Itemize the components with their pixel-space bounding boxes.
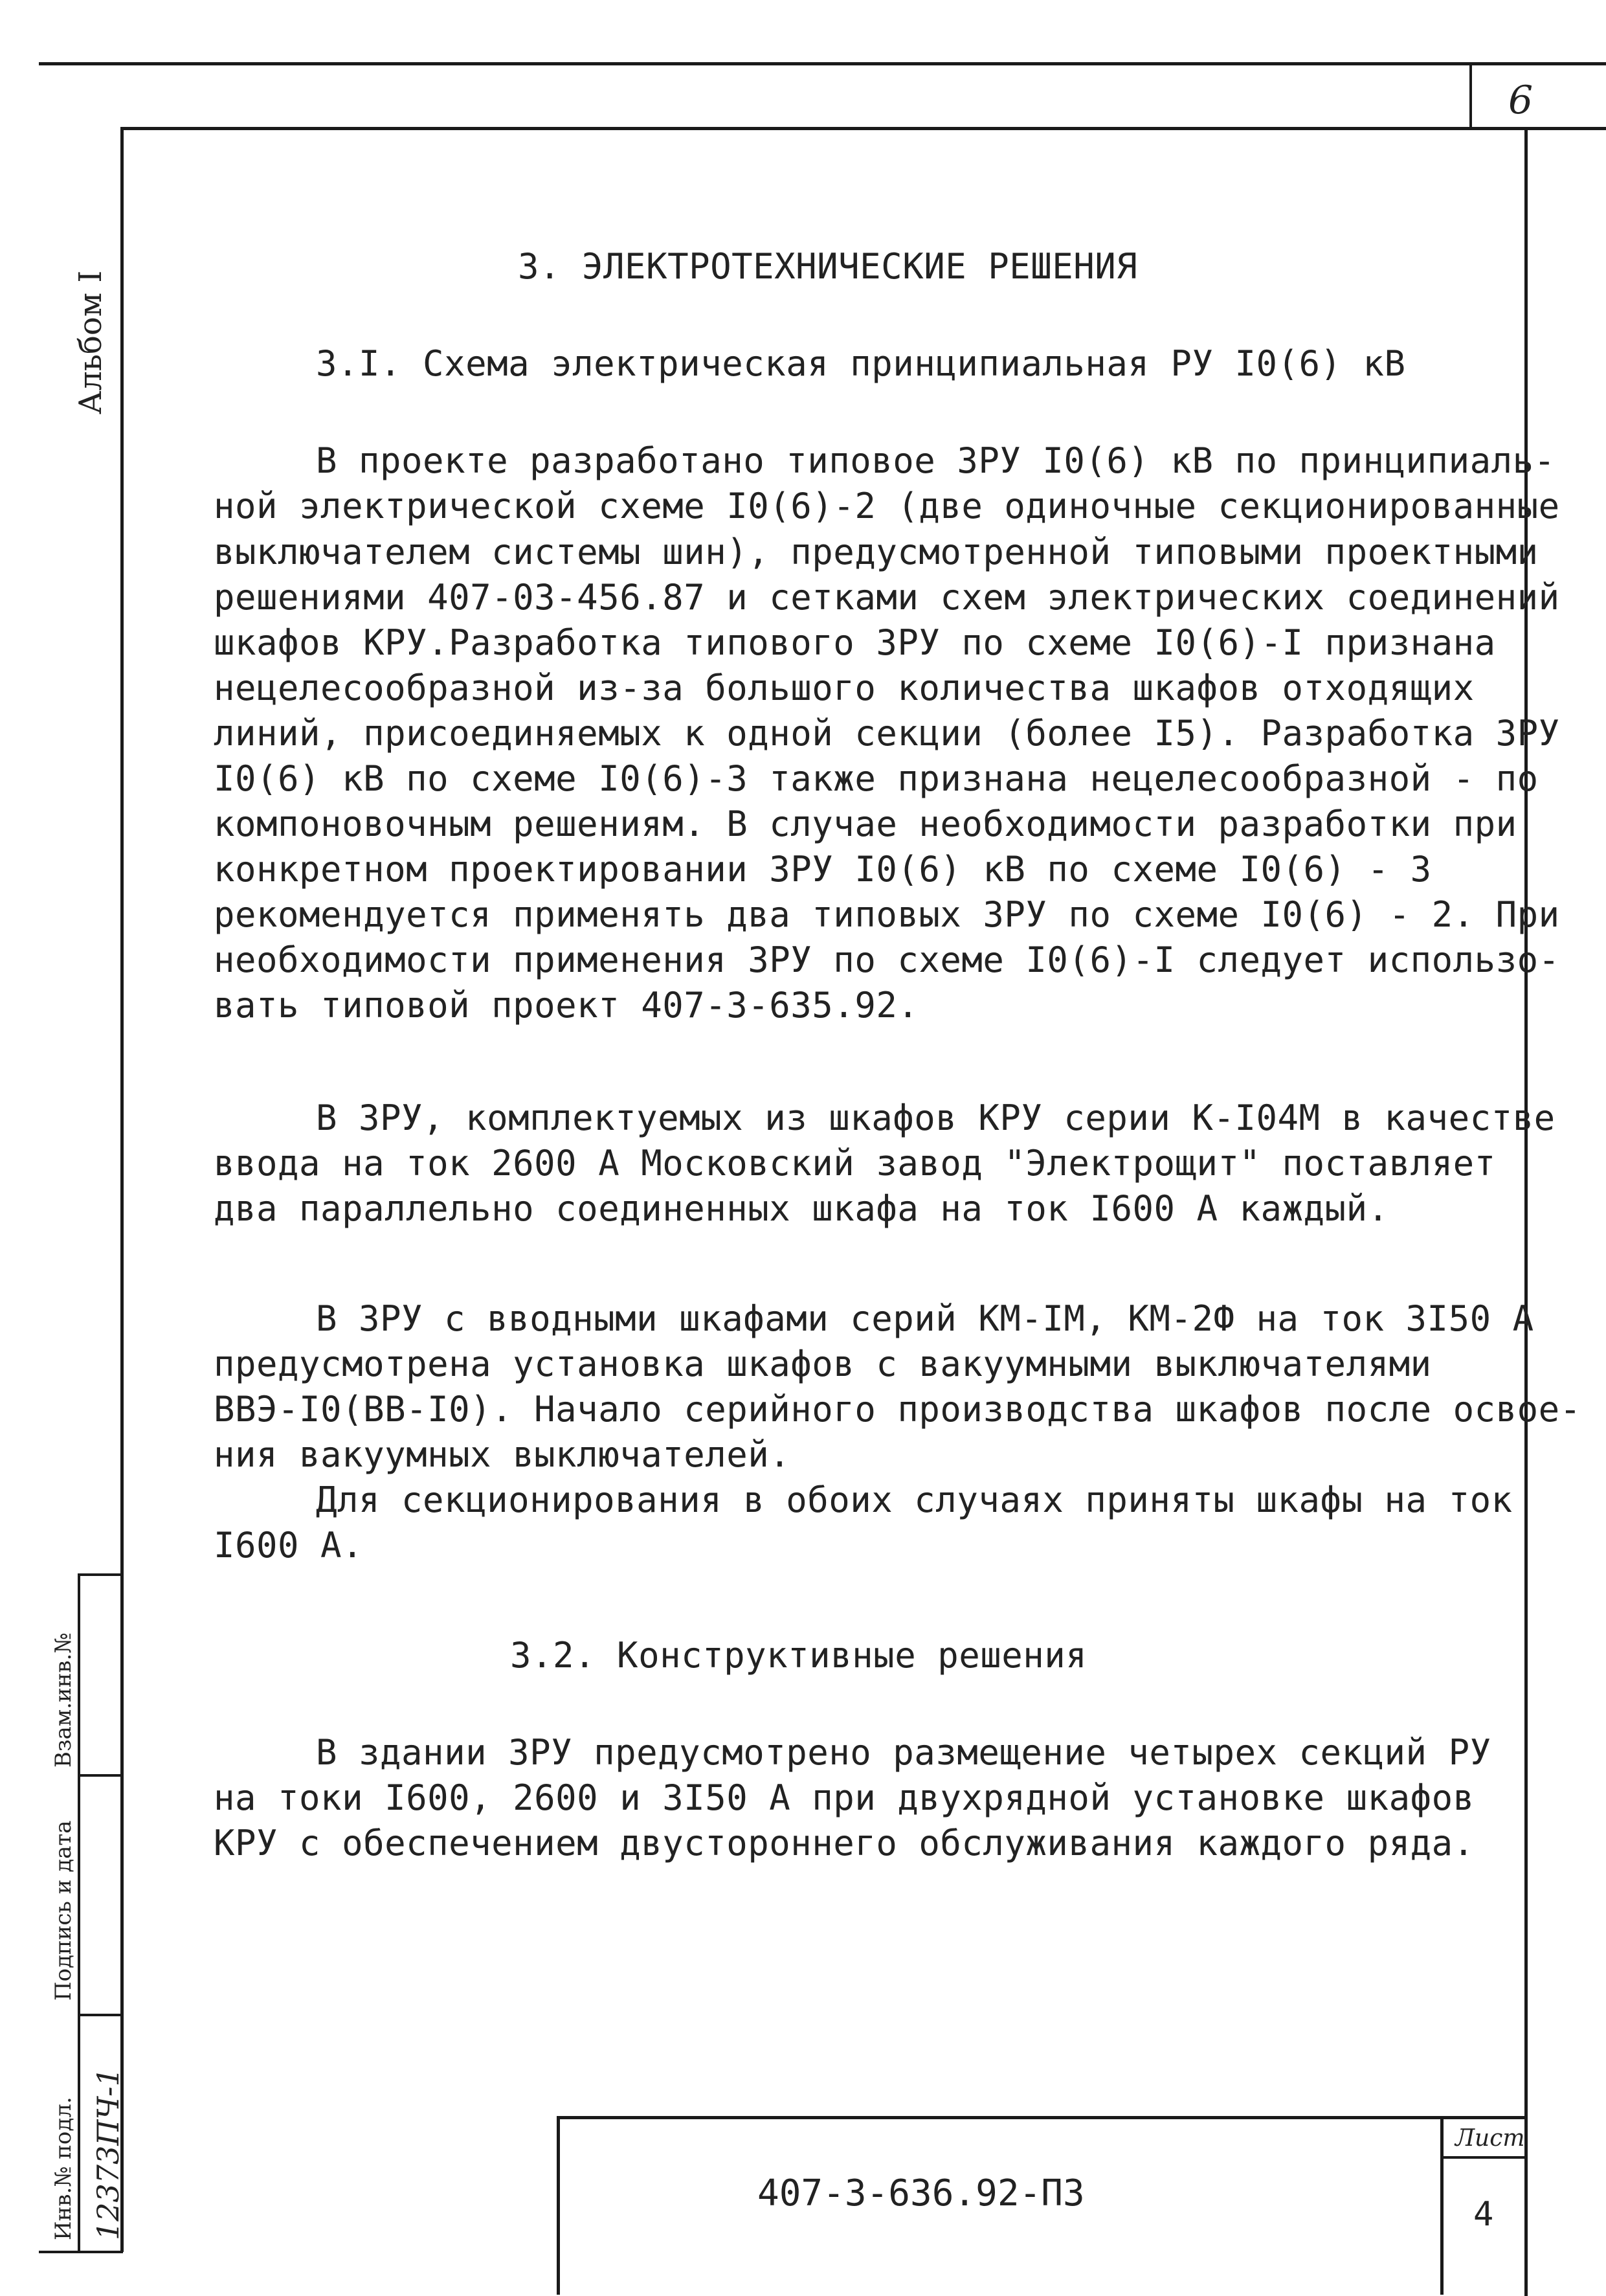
top-rule	[39, 62, 1606, 65]
paragraph-line: шкафов КРУ.Разработка типового ЗРУ по схеме I0(6)-I признана	[214, 622, 1496, 663]
stamp-top	[78, 1573, 123, 1576]
paragraph-line: I0(6) кВ по схеме I0(6)-3 также признана нецелесообразной - по	[214, 758, 1539, 799]
title-block-left	[557, 2116, 560, 2295]
paragraph-line: ВВЭ-I0(ВВ-I0). Начало серийного производства шкафов после освое-	[214, 1389, 1581, 1430]
paragraph-line: ния вакуумных выключателей.	[214, 1434, 791, 1475]
stamp-label-signature: Подпись и дата	[50, 1820, 76, 2001]
paragraph-line: нецелесообразной из-за большого количества шкафов отходящих	[214, 668, 1475, 708]
paragraph-line: выключателем системы шин), предусмотренной типовыми проектными	[214, 532, 1539, 572]
sheet-label: Лист	[1455, 2125, 1525, 2152]
corner-box-left	[1469, 62, 1472, 129]
paragraph-line: конкретном проектировании ЗРУ I0(6) кВ по схеме I0(6) - 3	[214, 849, 1432, 890]
title-block-sheet-divider	[1440, 2116, 1444, 2295]
frame-top	[120, 127, 1606, 130]
corner-sheet-number: 6	[1508, 78, 1534, 123]
section-heading: 3. ЭЛЕКТРОТЕХНИЧЕСКИЕ РЕШЕНИЯ	[518, 246, 1138, 287]
subsection-heading-3-2: 3.2. Конструктивные решения	[510, 1635, 1087, 1676]
paragraph-line: В проекте разработано типовое ЗРУ I0(6) кВ по принципиаль-	[316, 440, 1556, 481]
album-label: Альбом I	[72, 270, 109, 414]
paragraph-line: вать типовой проект 407-3-635.92.	[214, 985, 919, 1026]
title-block-top	[557, 2116, 1528, 2119]
paragraph-line: решениями 407-03-456.87 и сетками схем электрических соединений	[214, 577, 1560, 618]
stamp-label-replacement: Взам.инв.№	[50, 1632, 76, 1768]
subsection-heading-3-1: 3.I. Схема электрическая принципиальная РУ I0(6) кВ	[316, 343, 1406, 384]
paragraph-line: на токи I600, 2600 и 3I50 А при двухрядной установке шкафов	[214, 1777, 1475, 1818]
paragraph-line: предусмотрена установка шкафов с вакуумными выключателями	[214, 1344, 1432, 1384]
paragraph-line: рекомендуется применять два типовых ЗРУ по схеме I0(6) - 2. При	[214, 894, 1560, 935]
paragraph-line: I600 А.	[214, 1525, 364, 1566]
stamp-label-inventory: Инв.№ подл.	[50, 2097, 76, 2240]
paragraph-line: компоновочным решениям. В случае необходимости разработки при	[214, 804, 1517, 844]
paragraph-line: необходимости применения ЗРУ по схеме I0(6)-I следует использо-	[214, 940, 1560, 980]
paragraph-line: линий, присоединяемых к одной секции (более I5). Разработка ЗРУ	[214, 713, 1560, 754]
inventory-number-handwritten: 12373ПЧ-1	[91, 2067, 126, 2240]
paragraph-line: КРУ с обеспечением двустороннего обслуживания каждого ряда.	[214, 1823, 1475, 1863]
document-code: 407-3-636.92-ПЗ	[757, 2172, 1085, 2214]
stamp-col-left	[78, 1573, 80, 2253]
paragraph-line: В ЗРУ с вводными шкафами серий КМ-IМ, КМ-2Ф на ток 3I50 А	[316, 1298, 1534, 1339]
stamp-bottom	[39, 2251, 123, 2253]
sheet-value: 4	[1473, 2195, 1494, 2234]
paragraph-line: ной электрической схеме I0(6)-2 (две одиночные секционированные	[214, 486, 1560, 526]
stamp-div-2	[78, 2014, 123, 2016]
paragraph-line: В ЗРУ, комплектуемых из шкафов КРУ серии К-I04М в качестве	[316, 1097, 1556, 1138]
stamp-div-1	[78, 1774, 123, 1777]
paragraph-line: два параллельно соединенных шкафа на ток I600 А каждый.	[214, 1188, 1389, 1229]
paragraph-line: В здании ЗРУ предусмотрено размещение четырех секций РУ	[316, 1732, 1491, 1773]
frame-left	[120, 127, 124, 2252]
paragraph-line: ввода на ток 2600 А Московский завод "Электрощит" поставляет	[214, 1143, 1496, 1184]
title-block-sheet-hline	[1440, 2156, 1528, 2159]
paragraph-line: Для секционирования в обоих случаях приняты шкафы на ток	[316, 1480, 1513, 1520]
